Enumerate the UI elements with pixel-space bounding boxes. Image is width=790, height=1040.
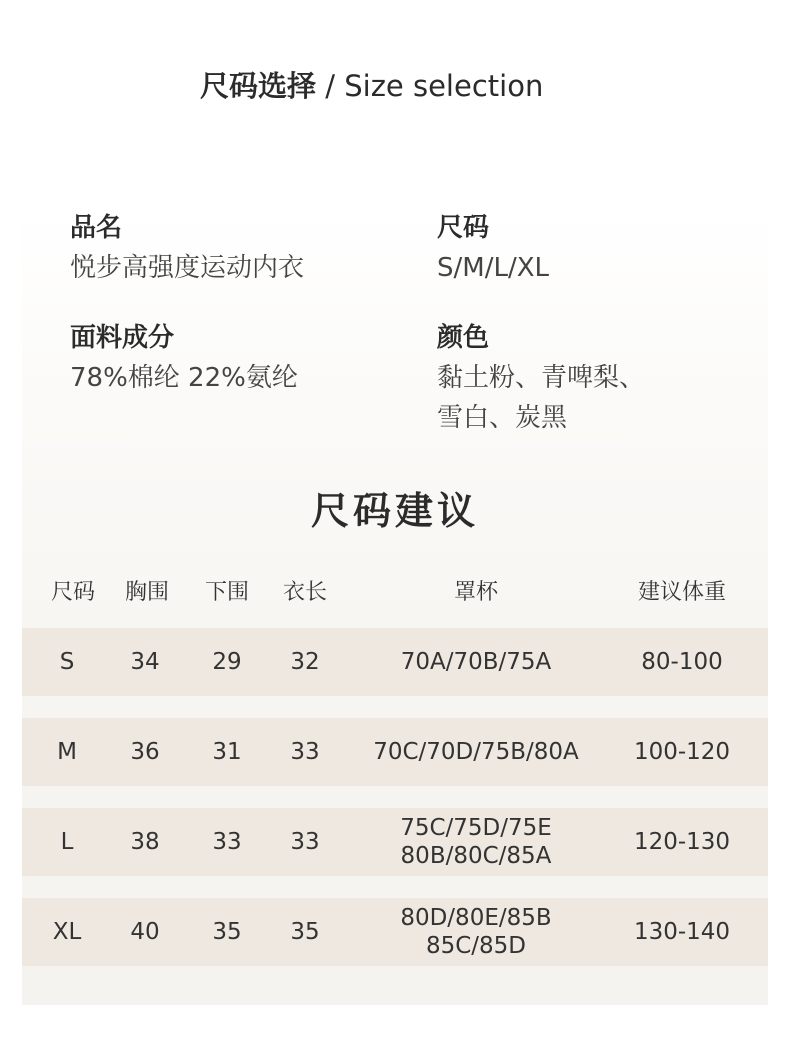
table-cell-bust: 40 xyxy=(130,919,160,945)
table-header-underbust: 下围 xyxy=(204,580,249,605)
table-row xyxy=(22,718,768,786)
fabric-block xyxy=(70,318,298,398)
fabric-value: 78%棉纶 22%氨纶 xyxy=(70,363,298,393)
table-cell-size: XL xyxy=(52,919,82,945)
table-cell-underbust: 29 xyxy=(212,649,242,675)
color-label: 颜色 xyxy=(437,323,490,353)
size-options-label: 尺码 xyxy=(437,213,490,243)
table-cell-underbust: 31 xyxy=(212,739,242,765)
size-options-value: S/M/L/XL xyxy=(437,253,549,283)
table-cell-cup-line1: 70A/70B/75A xyxy=(400,649,552,675)
table-cell-bust: 34 xyxy=(130,649,160,675)
fabric-label: 面料成分 xyxy=(70,323,175,353)
table-cell-length: 33 xyxy=(290,829,320,855)
table-cell-length: 33 xyxy=(290,739,320,765)
table-cell-bust: 38 xyxy=(130,829,160,855)
table-header-weight: 建议体重 xyxy=(637,580,726,605)
table-cell-cup xyxy=(356,628,596,696)
color-block xyxy=(437,318,645,438)
table-cell-weight: 100-120 xyxy=(633,739,731,765)
table-cell-size: S xyxy=(59,649,75,675)
page-title-zh: 尺码选择 xyxy=(200,69,317,103)
table-cell-cup-line1: 80D/80E/85B xyxy=(400,905,552,931)
table-cell-cup-line1: 70C/70D/75B/80A xyxy=(373,739,579,765)
table-cell-size: M xyxy=(57,739,77,765)
table-header-length: 衣长 xyxy=(282,580,327,605)
size-options-block xyxy=(437,208,549,288)
table-header-cup: 罩杯 xyxy=(453,580,498,605)
section-title: 尺码建议 xyxy=(310,489,479,533)
product-name-label: 品名 xyxy=(70,213,123,243)
color-value-line1: 黏土粉、青啤梨、 xyxy=(437,363,646,393)
table-cell-length: 32 xyxy=(290,649,320,675)
table-row xyxy=(22,898,768,966)
page-title xyxy=(200,64,543,105)
table-header-bust: 胸围 xyxy=(124,580,169,605)
page-title-separator: / xyxy=(316,69,345,103)
table-cell-weight: 130-140 xyxy=(633,919,731,945)
table-cell-cup xyxy=(356,808,596,876)
table-header-size: 尺码 xyxy=(50,580,95,605)
table-cell-bust: 36 xyxy=(130,739,160,765)
product-name-value: 悦步高强度运动内衣 xyxy=(70,253,305,283)
table-row xyxy=(22,628,768,696)
table-cell-cup-line1: 75C/75D/75E xyxy=(400,815,552,841)
table-cell-weight: 120-130 xyxy=(633,829,731,855)
table-cell-length: 35 xyxy=(290,919,320,945)
table-cell-cup xyxy=(356,718,596,786)
table-cell-underbust: 33 xyxy=(212,829,242,855)
table-cell-cup-line2: 85C/85D xyxy=(425,933,527,959)
table-cell-weight: 80-100 xyxy=(641,649,723,675)
table-cell-cup xyxy=(356,898,596,966)
table-cell-underbust: 35 xyxy=(212,919,242,945)
product-name-block xyxy=(70,208,304,288)
table-row xyxy=(22,808,768,876)
color-value-line2: 雪白、炭黑 xyxy=(437,403,568,433)
table-cell-cup-line2: 80B/80C/85A xyxy=(400,843,552,869)
table-cell-size: L xyxy=(60,829,74,855)
page-title-en: Size selection xyxy=(344,69,544,103)
